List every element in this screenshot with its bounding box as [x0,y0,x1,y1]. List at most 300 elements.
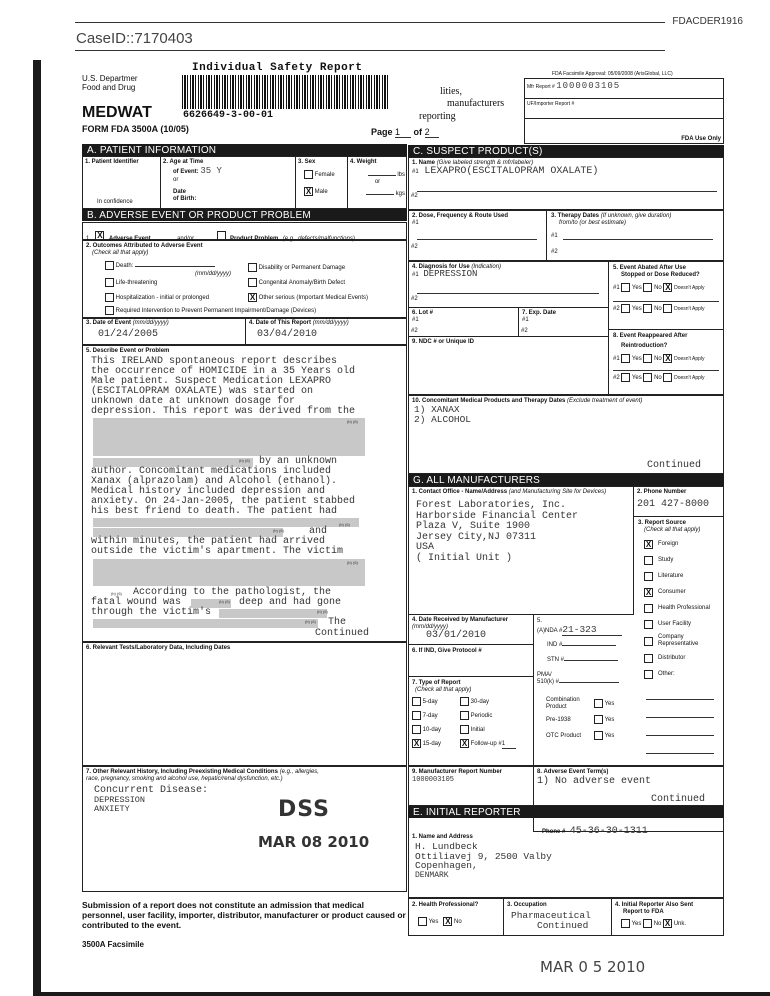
page-of: of [413,127,423,137]
report-source-checkbox[interactable] [644,620,653,629]
lot-cell [409,308,519,337]
reporter-phone-value[interactable]: 45-36-30-1311 [569,826,648,837]
redaction-code: (b) (6) [239,458,250,463]
uf-importer-label: UF/Importer Report # [527,101,575,107]
narrative-line: unknown date at unknown dosage for [91,396,296,407]
yes-label: Yes [631,375,642,382]
concomitant-values [414,405,720,425]
dose-label: 2. Dose, Frequency & Route Used [412,213,509,219]
other-line-2 [646,717,714,718]
reporter-address [415,842,552,880]
other-serious-checkbox[interactable]: X [249,293,256,302]
report-type-label: 5-day [422,699,438,706]
fda-admin-box [524,78,724,144]
reporter-name-label: 1. Name and Address [412,834,473,840]
header-text-2: manufacturers [447,98,505,109]
reappeared-label-2: Reintroduction? [621,343,668,349]
age-cell [161,157,296,208]
scan-border-bottom [33,992,770,996]
header-rule-bottom [75,50,665,51]
required-intervention-checkbox[interactable] [105,306,114,315]
redaction-block [93,559,365,586]
contact-line: Plaza V, Suite 1900 [416,521,531,532]
report-source-list [644,538,719,680]
narrative-line: by an unknown [259,456,338,467]
report-source-label: Consumer [658,588,686,595]
required-intervention-label: Required Intervention to Prevent Permanent Impairment/Damage (Devices) [115,308,317,315]
report-source-checkbox[interactable] [644,670,653,679]
narrative-line: outside the victim's apartment. The victim [91,546,344,557]
sex-cell [296,157,348,208]
outcomes-label: 2. Outcomes Attributed to Adverse Event [86,243,203,249]
pma-label-1: PMA/ [537,672,552,678]
death-date-hint: (mm/dd/yyyy) [195,271,231,277]
death-label: Death: [115,263,134,270]
therapy-2-tag: #2 [551,249,558,255]
therapy-label: 3. Therapy Dates [551,213,600,219]
report-source-checkbox[interactable] [644,572,653,581]
hospitalization-label: Hospitalization - initial or prolonged [115,295,210,302]
mfr-report-field [525,79,723,99]
phone-number-cell [634,487,723,517]
report-type-checkbox[interactable] [460,697,469,706]
therapy-hint-1: (If unknown, give duration) [600,213,672,219]
abated-label-1: 5. Event Abated After Use [613,265,686,271]
approval-text: FDA Facsimile Approval: 05/09/2008 (ArisGlobal, LLC) [552,71,673,77]
also-sent-yes-checkbox[interactable] [621,919,630,928]
age-of-event-label: of Event: [173,169,199,175]
abated-1-no-checkbox[interactable] [643,283,652,292]
redaction-block [93,418,365,456]
reappeared-2-doesnt-apply-checkbox[interactable] [663,373,672,382]
header-text-3: reporting [419,111,456,122]
report-type-checkbox[interactable] [412,697,421,706]
page-total: 2 [425,127,439,138]
dose-1-line [417,239,537,240]
history-label: 7. Other Relevant History, Including Preexisting Medical Conditions [86,769,278,775]
date-event-label: 3. Date of Event [86,320,132,326]
ndc-cell [409,337,609,395]
outcome-disability[interactable] [248,263,345,272]
report-type-option[interactable] [412,697,460,706]
reappeared-1-no-checkbox[interactable] [643,354,652,363]
weight-lbs[interactable] [350,172,405,179]
outcome-hospitalization[interactable] [105,293,209,302]
product-problem-checkbox[interactable] [217,231,226,240]
report-source-label: Distributor [658,654,686,661]
yes-label: Yes [631,285,642,292]
otc-yes[interactable] [594,731,614,740]
yes-label: Yes [604,733,615,740]
medwatch-logo: MEDWAT [82,104,152,121]
outcome-required-intervention[interactable] [105,306,316,315]
date-report-value[interactable]: 03/04/2010 [257,329,318,340]
product-1-line [417,191,717,192]
scan-border-left [33,60,41,995]
reporter-address-line: DENMARK [415,870,449,880]
dates-row [82,318,407,345]
diagnosis-2-tag: #2 [411,296,418,302]
protocol-label: 6. If IND, Give Protocol # [412,648,482,654]
reappeared-2-tag: #2 [613,375,620,382]
other-line-4 [646,753,714,754]
nda-cell [534,615,634,766]
report-source-label: Other: [658,670,675,677]
date-received-value[interactable]: 03/01/2010 [426,630,487,641]
reporter-address-line: H. Lundbeck [415,841,478,852]
report-source-checkbox[interactable] [644,604,653,613]
weight-cell [348,157,407,208]
report-type-label: 10-day [422,727,442,734]
diagnosis-line [417,293,599,294]
report-source-label: User Facility [658,620,692,627]
dob-label-1: Date [173,189,187,195]
concomitant-hint: (Exclude treatment of event) [567,398,643,404]
congenital-checkbox[interactable] [248,278,257,287]
describe-event-block [82,345,407,642]
adverse-event-label: Adverse Event [108,236,151,242]
ae-terms-label: 8. Adverse Event Term(s) [537,769,609,775]
dss-stamp: DSS [278,797,330,822]
redaction-code: (b) (6) [347,419,358,424]
history-block [82,766,407,892]
fda-use-only: FDA Use Only [681,136,721,142]
protocol-cell [409,645,534,677]
history-value: ANXIETY [94,804,130,814]
agency-name [82,74,138,92]
header-rule-top [75,22,665,23]
narrative-line: Medical history included depression and [91,486,326,497]
report-source-label: Literature [658,572,684,579]
section-a-header: A. PATIENT INFORMATION [82,144,407,156]
date-report-label: 4. Date of This Report [249,320,312,326]
product-problem-label: Product Problem [229,236,279,242]
contact-line: Harborside Financial Center [416,510,579,522]
nda-num: 5. [537,618,543,624]
lot-2-tag: #2 [411,328,418,334]
also-sent-options [621,919,720,928]
age-of-event-row [173,166,293,177]
report-source-option[interactable] [644,570,719,582]
report-type-checkbox[interactable] [460,725,469,734]
pre1938-label: Pre-1938 [546,717,571,723]
stn-row [547,657,631,664]
section-c-header: C. SUSPECT PRODUCT(S) [408,145,724,157]
reporter-phone-cell [533,818,724,837]
diagnosis-hint: (Indication) [471,264,502,270]
ndc-label: 9. NDC # or Unique ID [412,339,475,345]
tests-block [82,642,407,766]
sex-female-option[interactable] [304,170,345,179]
doesnt-apply-label: Doesn't Apply [674,306,705,313]
report-type-option[interactable] [460,725,530,734]
disclaimer: Submission of a report does not constitute an admission that medical personnel, user facility, importer, distributor, manufacturer or product caused or contributed to the event. [82,900,406,930]
barcode-icon [182,75,390,109]
also-sent-unk-label: Unk. [673,921,687,928]
also-sent-unk-checkbox[interactable]: X [664,919,671,928]
death-checkbox[interactable] [105,261,114,270]
report-type-label: Periodic [470,713,493,720]
phone-label: 2. Phone Number [637,489,687,495]
diagnosis-cell [409,262,609,308]
reappeared-1-row [613,354,719,363]
narrative-line: author. Concomitant medications included [91,466,332,477]
dob-label-2: of Birth: [173,196,197,202]
yes-label: Yes [631,356,642,363]
occupation-value[interactable]: Pharmaceutical [511,910,591,921]
reappeared-1-tag: #1 [613,356,620,363]
abated-label-2: Stopped or Dose Reduced? [621,272,700,278]
date-received-label: 4. Date Received by Manufacturer [412,617,509,623]
redaction-code: (b) (6) [273,528,284,533]
no-label: No [654,285,662,292]
agency-line-1: U.S. Departmer [82,74,138,83]
nda-value[interactable]: 21-323 [562,625,622,636]
report-type-label: 7-day [422,713,438,720]
pre1938-checkbox[interactable] [594,715,603,724]
narrative-line: Male patient. Suspect Medication LEXAPRO [91,376,332,387]
history-values [94,786,403,814]
report-type-label: 7. Type of Report [412,680,461,686]
report-type-checkbox[interactable]: X [413,739,420,749]
concomitant-item: 1) XANAX [414,404,460,415]
report-source-checkbox[interactable] [644,637,653,646]
date-event-value[interactable]: 01/24/2005 [98,329,159,340]
contact-label: 1. Contact Office - Name/Address [412,489,508,495]
reappeared-label-1: 8. Event Reappeared After [613,333,688,339]
abated-2-tag: #2 [613,306,620,313]
life-threatening-checkbox[interactable] [105,278,114,287]
report-source-checkbox[interactable]: X [645,539,652,549]
facsimile-label: 3500A Facsimile [82,940,144,949]
therapy-dates-cell [547,211,723,261]
health-prof-no-checkbox[interactable]: X [445,917,451,926]
narrative-continued[interactable]: Continued [315,628,370,639]
health-professional-cell [409,899,504,935]
date-received-hint: (mm/dd/yyyy) [412,624,448,630]
report-type-option[interactable] [460,711,530,720]
mfr-report-number-cell [409,767,534,806]
dose-2-tag: #2 [411,244,418,250]
otc-checkbox[interactable] [594,731,603,740]
redaction-block [93,619,318,628]
sex-male-option[interactable] [304,187,345,196]
narrative-line: This IRELAND spontaneous report describes [91,356,338,367]
female-checkbox[interactable] [304,170,313,179]
no-label: No [654,306,662,313]
combination-checkbox[interactable] [594,699,603,708]
narrative-line: within minutes, the patient had arrived [91,536,326,547]
reappeared-2-yes-checkbox[interactable] [621,373,630,382]
history-hint-2: race, pregnancy, smoking and alcohol use, hepatic/renal dysfunction, etc.) [86,776,283,782]
combination-label: Combination Product [546,697,580,710]
report-source-checkbox[interactable] [644,654,653,663]
describe-label: 5. Describe Event or Problem [86,348,170,354]
pre1938-yes[interactable] [594,715,614,724]
report-source-label: Foreign [658,540,679,547]
concomitant-continued[interactable]: Continued [646,460,701,471]
disability-checkbox[interactable] [248,263,257,272]
history-value: DEPRESSION [94,795,146,805]
age-value[interactable]: 35 Y [200,166,222,176]
also-sent-cell [612,899,723,935]
outcomes-block [82,240,407,318]
abated-1-doesnt-apply-checkbox[interactable]: X [665,283,671,292]
patient-identifier-label: 1. Patient Identifier [85,159,139,165]
product-details-grid [408,261,724,395]
diagnosis-value[interactable]: DEPRESSION [423,269,478,279]
product-problem-hint: (e.g., defects/malfunctions) [282,236,355,242]
outcome-congenital[interactable] [248,278,345,287]
narrative-line: anxiety. On 24-Jan-2005, the patient stabbed [91,496,356,507]
nda-label: (A)NDA # [537,628,563,634]
report-type-option[interactable] [412,739,460,749]
age-or: or [173,177,179,183]
yes-label: Yes [631,306,642,313]
report-source-option[interactable] [644,668,719,680]
lot-1-tag: #1 [412,317,419,323]
ae-terms-value[interactable]: 1) No adverse event [537,776,652,787]
doesnt-apply-label: Doesn't Apply [674,356,705,363]
header-text-1: lities, [440,86,462,97]
kgs-label: kgs [395,191,405,197]
reappeared-2-no-checkbox[interactable] [643,373,652,382]
male-label: Male [314,189,328,196]
contact-office-cell [409,487,634,615]
contact-address [416,501,630,564]
reappeared-1-doesnt-apply-checkbox[interactable]: X [665,354,671,363]
doesnt-apply-label: Doesn't Apply [674,375,705,382]
redaction-code: (b) (6) [347,560,358,565]
health-prof-yes-checkbox[interactable] [418,917,427,926]
exp-date-label: 7. Exp. Date [522,310,557,316]
form-number: FORM FDA 3500A (10/05) [82,124,189,134]
ind-row [547,642,631,649]
report-source-option[interactable] [644,554,719,566]
ae-terms-continued[interactable]: Continued [650,794,705,805]
report-type-option[interactable] [460,697,530,706]
stn-label: STN # [547,657,565,663]
no-label: No [654,375,662,382]
followup-number[interactable]: 1 [502,741,516,749]
exp-date-cell [519,308,609,337]
report-source-label: 3. Report Source [638,520,687,526]
redaction-block [219,609,327,618]
history-value: Concurrent Disease: [94,785,209,796]
mfr-number-value[interactable]: 1000003105 [412,776,455,784]
contact-line: Jersey City,NJ 07311 [416,531,537,543]
narrative-line: and [309,526,328,537]
report-type-option[interactable] [412,711,460,720]
event-type-row [82,222,407,240]
report-type-checkbox[interactable]: X [461,739,468,749]
lot-label: 6. Lot # [412,310,434,316]
other-line-1 [646,699,714,700]
mfr-report-value: 1000003105 [556,81,621,91]
report-source-hint: (Check all that apply) [644,527,701,533]
abated-1-tag: #1 [613,285,620,292]
tests-label: 6. Relevant Tests/Laboratory Data, Including Dates [86,645,231,651]
concomitant-item: 2) ALCOHOL [414,414,472,425]
abated-2-doesnt-apply-checkbox[interactable] [663,304,672,313]
outcome-other-serious[interactable] [248,293,368,302]
date-of-report-cell [246,319,406,345]
date-received-cell [409,615,534,645]
outcomes-hint: (Check all that apply) [92,250,149,256]
mfr-report-label: Mfr Report # [527,84,555,90]
narrative-line: his best friend to death. The patient had [91,506,338,517]
patient-identifier-cell [83,157,161,208]
dose-therapy-row [408,210,724,261]
reappeared-1-yes-checkbox[interactable] [621,354,630,363]
report-type-checkbox[interactable] [412,711,421,720]
ae-terms-cell [534,767,723,806]
occupation-continued[interactable]: Continued [537,920,589,931]
contact-line: USA [416,542,435,553]
hospitalization-checkbox[interactable] [105,293,114,302]
congenital-label: Congenital Anomaly/Birth Defect [258,280,346,287]
male-checkbox[interactable]: X [305,187,312,197]
therapy-1-tag: #1 [551,233,558,239]
weight-label: 4. Weight [350,159,377,165]
uf-importer-field [525,99,723,119]
product-2-tag: #2 [411,193,418,199]
section-g-header: G. ALL MANUFACTURERS [408,474,724,486]
report-type-checkbox[interactable] [460,711,469,720]
report-source-option[interactable] [644,538,719,550]
report-source-checkbox[interactable] [644,556,653,565]
report-source-option[interactable] [644,602,719,614]
doc-code: FDACDER1916 [672,16,743,27]
report-source-option[interactable] [644,652,719,664]
dose-cell [409,211,547,261]
reporter-address-line: Copenhagen, [415,860,478,871]
other-line-3 [646,735,714,736]
occupation-cell [504,899,612,935]
received-stamp-date: MAR 08 2010 [258,833,370,851]
report-type-grid [412,697,530,749]
report-type-checkbox[interactable] [412,725,421,734]
narrative-line: depression. This report was derived from the [91,406,356,417]
life-threatening-label: Life-threatening [115,280,158,287]
abated-1-yes-checkbox[interactable] [621,283,630,292]
health-prof-label: 2. Health Professional? [412,902,479,908]
no-label: No [654,356,662,363]
weight-kgs[interactable] [350,191,405,198]
phone-value[interactable]: 201 427-8000 [637,499,710,510]
report-source-option[interactable] [644,618,719,630]
report-type-option[interactable] [460,739,530,749]
diagnosis-1-tag: #1 [412,272,419,278]
abated-2-yes-checkbox[interactable] [621,304,630,313]
also-sent-label-1: 4. Initial Reporter Also Sent [615,902,694,908]
abated-2-no-checkbox[interactable] [643,304,652,313]
product-1-name[interactable]: LEXAPRO(ESCITALOPRAM OXALATE) [424,166,599,177]
report-source-checkbox[interactable]: X [645,587,652,597]
report-type-option[interactable] [412,725,460,734]
report-source-option[interactable] [644,586,719,598]
reporter-details-row [408,898,724,936]
adverse-event-checkbox[interactable]: X [97,231,103,241]
reporter-address-line: Ottiliavej 9, 2500 Valby [415,850,552,862]
narrative-line: The [328,617,347,628]
combination-yes[interactable] [594,699,614,708]
also-sent-no-checkbox[interactable] [643,919,652,928]
outcome-life-threatening[interactable] [105,278,157,287]
diagnosis-label: 4. Diagnosis for Use [412,264,470,270]
report-source-option[interactable] [644,634,719,648]
outcome-death[interactable] [105,261,215,270]
